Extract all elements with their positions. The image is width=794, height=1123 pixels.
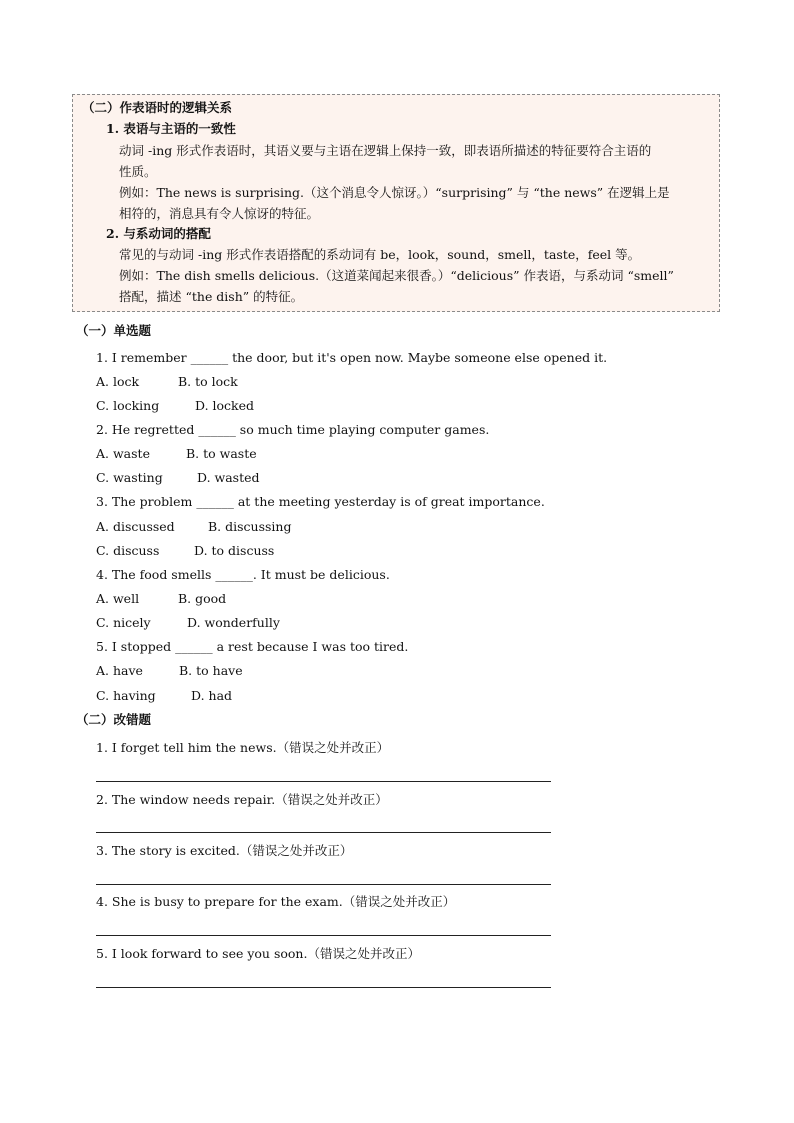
- mc-q1-stem: 1. I remember ______ the door, but it's open now. Maybe someone else opened it.: [96, 350, 608, 365]
- ec-q5-answer-line: [96, 987, 551, 988]
- point1-line3: 例如：The news is surprising.（这个消息令人惊讶。）“surprising” 与 “the news” 在逻辑上是: [119, 185, 670, 200]
- ec-q3: 3. The story is excited.（错误之处并改正）: [96, 843, 353, 858]
- point1-line1: 动词 -ing 形式作表语时，其语义要与主语在逻辑上保持一致，即表语所描述的特征要符合主语的: [119, 143, 652, 158]
- mc-q2-option-b: B. to waste: [186, 446, 257, 461]
- point2-line3: 搭配，描述 “the dish” 的特征。: [119, 289, 304, 304]
- mc-q4-option-d: D. wonderfully: [187, 615, 280, 630]
- mc-q4-option-b: B. good: [178, 591, 227, 606]
- mc-q3-stem: 3. The problem ______ at the meeting yesterday is of great importance.: [96, 494, 545, 509]
- point1-line4: 相符的，消息具有令人惊讶的特征。: [119, 206, 320, 221]
- mc-q2-option-d: D. wasted: [197, 470, 260, 485]
- point2-line1: 常见的与动词 -ing 形式作表语搭配的系动词有 be，look，sound，smell，taste，feel 等。: [119, 247, 641, 262]
- mc-q3-option-b: B. discussing: [208, 519, 292, 534]
- point2-line2: 例如：The dish smells delicious.（这道菜闻起来很香。）“delicious” 作表语，与系动词 “smell”: [119, 268, 674, 283]
- ec-q2-answer-line: [96, 832, 551, 833]
- ec-q5: 5. I look forward to see you soon.（错误之处并改正）: [96, 946, 420, 961]
- point2-title: 2. 与系动词的搭配: [106, 226, 211, 241]
- ec-q3-answer-line: [96, 884, 551, 885]
- ec-q1: 1. I forget tell him the news.（错误之处并改正）: [96, 740, 390, 755]
- mc-q4-option-a: A. well: [96, 591, 140, 606]
- mc-q1-option-a: A. lock: [96, 374, 140, 389]
- mc-q5-stem: 5. I stopped ______ a rest because I was too tired.: [96, 639, 409, 654]
- mc-q5-option-d: D. had: [191, 688, 233, 703]
- ec-q4-answer-line: [96, 935, 551, 936]
- mc-q4-option-c: C. nicely: [96, 615, 151, 630]
- notes-section-title: （二）作表语时的逻辑关系: [82, 100, 233, 115]
- mc-q1-option-d: D. locked: [195, 398, 255, 413]
- mc-q1-option-b: B. to lock: [178, 374, 238, 389]
- mc-q5-option-c: C. having: [96, 688, 156, 703]
- mc-section-title: （一）单选题: [76, 323, 152, 338]
- mc-q4-stem: 4. The food smells ______. It must be delicious.: [96, 567, 390, 582]
- mc-q2-option-a: A. waste: [96, 446, 150, 461]
- mc-q3-option-a: A. discussed: [96, 519, 175, 534]
- mc-q5-option-b: B. to have: [179, 663, 243, 678]
- mc-q2-stem: 2. He regretted ______ so much time playing computer games.: [96, 422, 490, 437]
- mc-q1-option-c: C. locking: [96, 398, 160, 413]
- point1-title: 1. 表语与主语的一致性: [106, 121, 236, 136]
- ec-q1-answer-line: [96, 781, 551, 782]
- mc-q5-option-a: A. have: [96, 663, 143, 678]
- mc-q3-option-d: D. to discuss: [194, 543, 275, 558]
- mc-q3-option-c: C. discuss: [96, 543, 160, 558]
- ec-q2: 2. The window needs repair.（错误之处并改正）: [96, 792, 388, 807]
- ec-q4: 4. She is busy to prepare for the exam.（错误之处并改正）: [96, 894, 456, 909]
- ec-section-title: （二）改错题: [76, 712, 152, 727]
- point1-line2: 性质。: [119, 164, 157, 179]
- mc-q2-option-c: C. wasting: [96, 470, 163, 485]
